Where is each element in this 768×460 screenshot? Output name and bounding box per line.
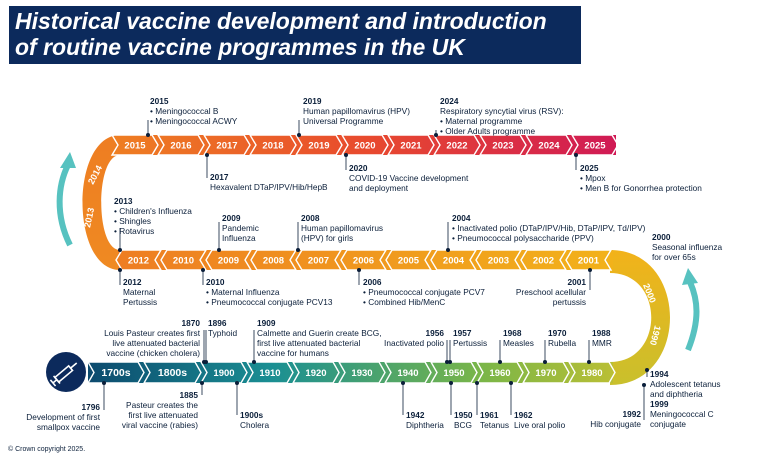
- event-2000: 2000 Seasonal influenza for over 65s: [652, 232, 723, 262]
- event-2001: 2001 Preschool acellular pertussis: [515, 277, 586, 307]
- syringe-circle: [46, 352, 86, 392]
- leader-dot-2024: [434, 133, 438, 137]
- leader-dot-1961: [475, 381, 479, 385]
- event-2004: 2004 • Inactivated polio (DTaP/IPV/Hib, DTaP/IPV, Td/IPV) • Pneumococcal polysaccharide (PPV): [452, 213, 646, 243]
- year-label-2003: 2003: [487, 255, 510, 267]
- title-line-1: Historical vaccine development and introduction: [15, 8, 547, 34]
- year-label-2022: 2022: [446, 140, 468, 152]
- year-label-2004: 2004: [442, 255, 465, 267]
- left-curve-arrow: [60, 165, 70, 245]
- event-2010: 2010 • Maternal Influenza • Pneumococcal conjugate PCV13: [206, 277, 333, 307]
- year-label-2020: 2020: [354, 140, 376, 152]
- leader-dot-1900s: [235, 381, 239, 385]
- year-label-2019: 2019: [308, 140, 330, 152]
- event-2019: 2019 Human papillomavirus (HPV) Universal Programme: [303, 96, 410, 126]
- year-label-2012: 2012: [127, 255, 150, 267]
- event-1961: 1961 Tetanus: [480, 410, 510, 430]
- year-label-2006: 2006: [352, 255, 375, 267]
- year-label-2005: 2005: [397, 255, 420, 267]
- leader-dot-2008: [296, 248, 300, 252]
- leader-dot-1942: [401, 381, 405, 385]
- year-label-2016: 2016: [170, 140, 192, 152]
- leader-dot-1950: [449, 381, 453, 385]
- event-1950: 1950 BCG: [454, 410, 473, 430]
- event-2008: 2008 Human papillomavirus (HPV) for girls: [301, 213, 384, 243]
- leader-dot-2012: [118, 268, 122, 272]
- leader-dot-1896: [204, 360, 208, 364]
- event-1962: 1962 Live oral polio: [514, 410, 566, 430]
- event-2012: 2012 Maternal Pertussis: [123, 277, 158, 307]
- leader-dot-2015: [146, 133, 150, 137]
- event-1999: 1999 Meningococcal C conjugate: [650, 399, 714, 429]
- year-label-1910: 1910: [259, 368, 281, 379]
- leader-dot-2017: [205, 153, 209, 157]
- year-label-1960: 1960: [489, 368, 511, 379]
- event-1896: 1896 Typhoid: [208, 318, 238, 338]
- leader-dot-1909: [252, 360, 256, 364]
- year-label-2002: 2002: [532, 255, 555, 267]
- event-1885: 1885 Pasteur creates the first live attenuated viral vaccine (rabies): [121, 390, 198, 430]
- event-1970: 1970 Rubella: [548, 328, 577, 348]
- leader-dot-2025: [574, 153, 578, 157]
- event-1994: 1994 Adolescent tetanus and diphtheria: [650, 369, 721, 399]
- event-1942: 1942 Diphtheria: [406, 410, 444, 430]
- year-label-2015: 2015: [124, 140, 146, 152]
- year-label-2024: 2024: [538, 140, 560, 152]
- year-label-1940: 1940: [397, 368, 419, 379]
- leader-dot-1885: [200, 381, 204, 385]
- event-1957: 1957 Pertussis: [453, 328, 488, 348]
- leader-dot-2009: [217, 248, 221, 252]
- year-label-1920: 1920: [305, 368, 327, 379]
- event-2009: 2009 Pandemic Influenza: [222, 213, 259, 243]
- leader-dot-1994: [645, 368, 649, 372]
- leader-dot-2006: [357, 268, 361, 272]
- event-1900s: 1900s Cholera: [240, 410, 270, 430]
- year-label-1700s: 1700s: [101, 367, 131, 379]
- year-label-2025: 2025: [584, 140, 606, 152]
- copyright-notice: © Crown copyright 2025.: [8, 446, 86, 453]
- year-label-1800s: 1800s: [157, 367, 188, 379]
- right-curve-arrow: [688, 282, 697, 350]
- leader-dot-2004: [446, 248, 450, 252]
- event-1909: 1909 Calmette and Guerin create BCG, first live attenuated bacterial vaccine for humans: [257, 318, 382, 358]
- year-label-2018: 2018: [262, 140, 284, 152]
- event-2013: 2013 • Children's Influenza • Shingles • Rotavirus: [114, 196, 192, 236]
- event-1992: 1992 Hib conjugate: [590, 409, 641, 429]
- event-2020: 2020 COVID-19 Vaccine development and deployment: [349, 163, 469, 193]
- leader-dot-2010: [201, 268, 205, 272]
- curve-year-2014: 2014: [85, 163, 105, 186]
- right-curve: [610, 250, 670, 385]
- event-2017: 2017 Hexavalent DTaP/IPV/Hib/HepB: [210, 172, 328, 192]
- event-1796: 1796 Development of first smallpox vaccine: [26, 402, 100, 432]
- event-1988: 1988 MMR: [592, 328, 612, 348]
- event-1968: 1968 Measles: [503, 328, 534, 348]
- leader-dot-2019: [297, 133, 301, 137]
- event-1956: 1956 Inactivated polio: [384, 328, 444, 348]
- leader-dot-1968: [498, 360, 502, 364]
- left-curve-arrowhead: [60, 152, 76, 168]
- event-2015: 2015 • Meningococcal B • Meningococcal ACWY: [150, 96, 238, 126]
- year-label-2009: 2009: [217, 255, 240, 267]
- leader-dot-1957: [448, 360, 452, 364]
- year-label-2001: 2001: [577, 255, 600, 267]
- right-curve-arrowhead: [682, 268, 698, 285]
- year-label-2017: 2017: [216, 140, 238, 152]
- year-label-2010: 2010: [172, 255, 195, 267]
- curve-year-2000: 2000: [641, 282, 658, 305]
- year-label-2023: 2023: [492, 140, 514, 152]
- event-2006: 2006 • Pneumococcal conjugate PCV7 • Combined Hib/MenC: [363, 277, 485, 307]
- year-label-2008: 2008: [262, 255, 285, 267]
- leader-dot-1796: [102, 381, 106, 385]
- year-label-1930: 1930: [351, 368, 373, 379]
- leader-dot-1988: [587, 360, 591, 364]
- curve-year-1990: 1990: [647, 324, 663, 347]
- event-2024: 2024 Respiratory syncytial virus (RSV): • Maternal programme • Older Adults programme: [440, 96, 564, 136]
- leader-dot-2020: [344, 153, 348, 157]
- leader-dot-1970: [543, 360, 547, 364]
- year-label-2007: 2007: [307, 255, 330, 267]
- title-line-2: of routine vaccine programmes in the UK: [15, 34, 465, 60]
- year-label-1900: 1900: [213, 368, 235, 379]
- leader-dot-1992: [642, 383, 646, 387]
- leader-dot-2001: [588, 268, 592, 272]
- year-label-1980: 1980: [581, 368, 603, 379]
- year-label-1950: 1950: [443, 368, 465, 379]
- year-label-1970: 1970: [535, 368, 557, 379]
- year-label-2021: 2021: [400, 140, 422, 152]
- curve-year-2013: 2013: [82, 206, 97, 229]
- event-1870: 1870 Louis Pasteur creates first live attenuated bacterial vaccine (chicken cholera): [104, 318, 200, 358]
- leader-dot-2013: [118, 248, 122, 252]
- leader-dot-1962: [509, 381, 513, 385]
- event-2025: 2025 • Mpox • Men B for Gonorrhea protection: [580, 163, 702, 193]
